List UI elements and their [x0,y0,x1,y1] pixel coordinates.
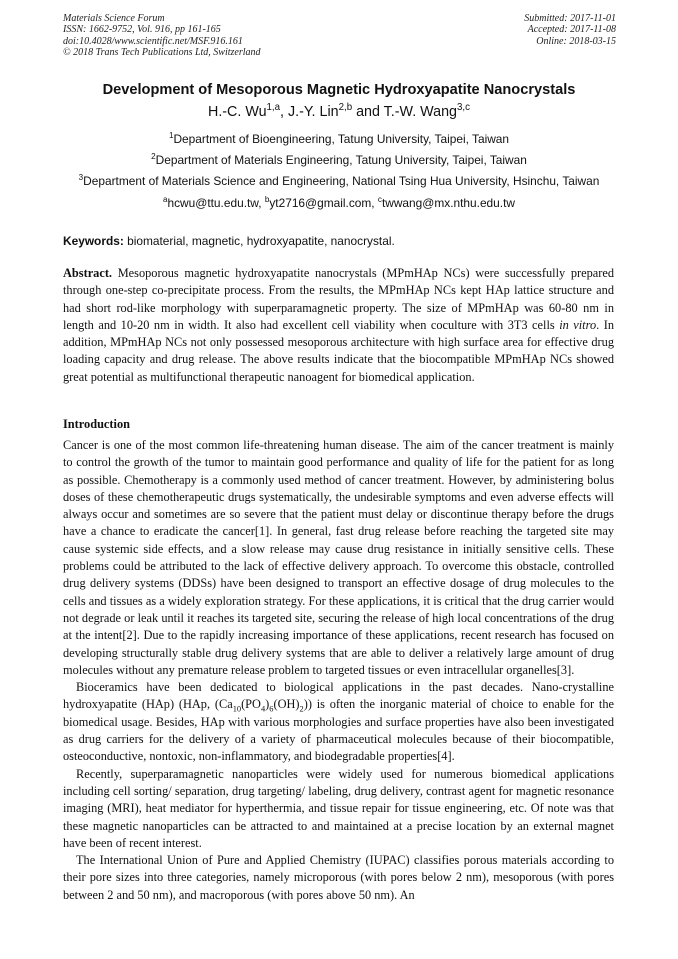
submission-dates [524,13,616,47]
journal-doi: doi:10.4028/www.scientific.net/MSF.916.161 [63,35,243,47]
affiliation-1 [0,132,678,146]
journal-name: Materials Science Forum [63,13,165,24]
intro-p2-text-a: Bioceramics have been dedicated to biological applications in the past decades. Nano-crystalline hydroxyapatite (HAp) (HAp, (Ca [63,680,614,712]
author-separator: , [280,104,288,120]
email-sup: a [163,195,168,205]
author-separator: and [352,104,384,120]
accepted-date: Accepted: 2017-11-08 [527,24,616,36]
intro-p2-text-c: ) [265,697,270,712]
intro-p2-text-e: )) is often the inorganic material of choice to enable for the biomedical usage. Besides, HAp with various morphologies and surface properties have also been investigated as drug carriers for the delivery of a variety of pharmaceutical molecules because of their biocompatible, osteoconductive, nontoxic, non-inflammatory, and biodegradable properties[4]. [63,697,614,764]
affiliation-sup: 2 [151,152,156,162]
journal-issn: ISSN: 1662-9752, Vol. 916, pp 161-165 [63,24,221,36]
affiliation-text: Department of Materials Engineering, Tatung University, Taipei, Taiwan [155,153,527,167]
intro-paragraph-1: Cancer is one of the most common life-threatening human disease. The aim of the cancer treatment is mainly to control the growth of the tumor to maintain good performance and quality of life for the patient for as long as possible. Chemotherapy is a commonly used method of cancer treatment. However, by administering bolus doses of these chemotherapeutic drugs systematically, the undesirable symptoms and even adverse effects will always occur and sometimes are so severe that the patient must delay or discontinue therapy before the drugs have a chance to eradicate the cancer[1]. In general, fast drug release before reaching the targeted site may cause systemic side effects, and a slow release may cause drug resistance in initially sensitive cells. These problems could be attributed to the lack of effective delivery approach. To overcome this obstacle, controlled drug delivery systems (DDSs) have been designed to transport an effective dosage of drug molecules to the cells and tissues as a widely exploration strategy. For these applications, it is critical that the drug carrier would not degrade or leak until it reaches its targeted site, securing the release of high local concentrations of the drug at the intent[2]. Due to the rapidly increasing importance of these applications, recent research has focused on developing structurally stable drug delivery systems that are able to deliver a relatively large amount of drug molecules without any premature release problem to targeted tissues or even intracellular organelles[3]. [63,438,614,677]
formula-sub: 6 [269,704,274,714]
online-date: Online: 2018-03-15 [536,35,616,47]
abstract-label: Abstract. [63,266,113,280]
affiliation-sup: 1 [168,131,174,141]
journal-info [63,13,261,58]
author-sup: 1,a [266,102,281,114]
abstract-text-2: . In addition, MPmHAp NCs not only possessed mesoporous architecture with high surface area for effective drug loading capacity and drug release. The above results indicate that the biocompatible MPmHAp NCs showed great potential as multifunctional therapeutic nanoagent for biomedical application. [63,317,614,384]
intro-paragraph-4: The International Union of Pure and Applied Chemistry (IUPAC) classifies porous materials according to their pore sizes into three categories, namely microporous (with pores below 2 nm), mesoporous (with pores between 2 and 50 nm), and macroporous (with pores above 50 nm). An [63,853,614,902]
abstract [63,265,614,386]
email-separator: , [371,196,378,210]
submitted-date: Submitted: 2017-11-01 [524,13,616,24]
email-sup: c [377,195,382,205]
affiliation-3 [0,174,678,188]
author-name: J.-Y. Lin [287,104,339,120]
intro-p2-text-d: (OH) [273,697,300,712]
affiliation-text: Department of Materials Science and Engineering, National Tsing Hua University, Hsinchu, Taiwan [83,174,600,188]
abstract-paragraph [63,265,614,386]
formula-sub: 10 [232,704,242,714]
introduction-body [63,437,614,904]
author-sup: 2,b [338,102,353,114]
affiliation-sup: 3 [78,173,84,183]
author-sup: 3,c [457,102,470,114]
affiliation-2 [0,153,678,167]
email-sup: b [264,195,270,205]
formula-sub: 2 [299,704,304,714]
introduction-heading: Introduction [63,417,130,431]
journal-copyright: © 2018 Trans Tech Publications Ltd, Switzerland [63,46,261,58]
email-list [0,196,678,210]
abstract-italic: in vitro [559,317,597,332]
email-address[interactable]: twwang@mx.nthu.edu.tw [381,196,515,210]
email-address[interactable]: yt2716@gmail.com [269,196,372,210]
abstract-text-1: Mesoporous magnetic hydroxyapatite nanocrystals (MPmHAp NCs) were successfully prepared through one-step co-precipitate process. From the results, the MPmHAp NCs kept HAp lattice structure and had short rod-like morphology with superparamagnetic property. The size of MPmHAp was 60-80 nm in length and 10-20 nm in width. It also had excellent cell viability when coculture with 3T3 cells [63,266,614,332]
paper-title: Development of Mesoporous Magnetic Hydroxyapatite Nanocrystals [102,82,576,98]
keywords-line [63,234,395,248]
formula-sub: 4 [260,704,266,714]
intro-paragraph-2 [63,679,614,765]
intro-paragraph-3: Recently, superparamagnetic nanoparticles were widely used for numerous biomedical applications including cell sorting/ separation, drug targeting/ labeling, drug delivery, contrast agent for magnetic resonance imaging (MRI), heat mediator for hyperthermia, and tissue repair for tissue engineering, etc. Of note was that these magnetic nanoparticles can be attracted to and maintained at a precise location by an external magnet have been of recent interest. [63,766,614,850]
email-separator: , [258,196,265,210]
author-name: H.-C. Wu [208,104,267,120]
keywords-label: Keywords: [63,234,124,248]
intro-p2-text-b: (PO [241,697,261,712]
author-list [0,104,678,120]
author-name: T.-W. Wang [383,104,458,120]
email-address[interactable]: hcwu@ttu.edu.tw [167,196,259,210]
affiliation-text: Department of Bioengineering, Tatung University, Taipei, Taiwan [173,132,510,146]
keywords-text: biomaterial, magnetic, hydroxyapatite, nanocrystal. [127,234,395,248]
